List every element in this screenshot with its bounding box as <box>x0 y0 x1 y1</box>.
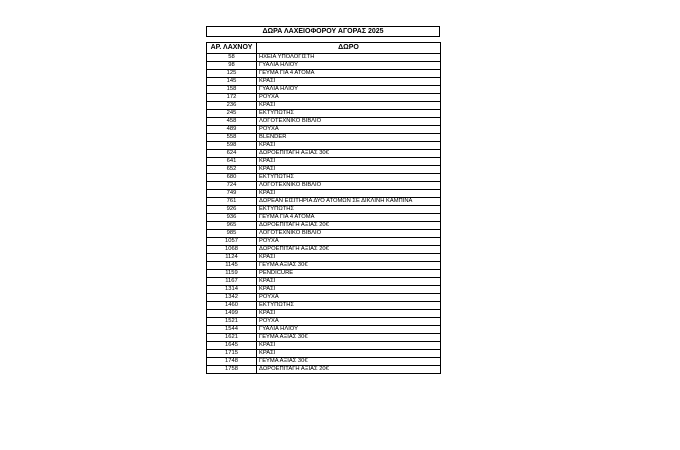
prize-cell: ΚΡΑΣΙ <box>257 350 441 358</box>
ticket-number-cell: 926 <box>207 206 257 214</box>
ticket-number-cell: 125 <box>207 70 257 78</box>
prize-cell: ΓΕΥΜΑ ΓΙΑ 4 ΑΤΟΜΑ <box>257 214 441 222</box>
ticket-number-cell: 680 <box>207 174 257 182</box>
ticket-number-cell: 1499 <box>207 310 257 318</box>
prize-cell: ΓΕΥΜΑ ΓΙΑ 4 ΑΤΟΜΑ <box>257 70 441 78</box>
prize-cell: ΗΧΕΙΑ ΥΠΟΛΟΓΙΣΤΗ <box>257 54 441 62</box>
prize-cell: ΛΟΓΟΤΕΧΝΙΚΟ ΒΙΒΛΙΟ <box>257 182 441 190</box>
prize-cell: ΔΩΡΕΑΝ ΕΙΣΙΤΗΡΙΑ ΔΥΟ ΑΤΟΜΩΝ ΣΕ ΔΙΚΛΙΝΗ ΚΑΜΠΙΝΑ <box>257 198 441 206</box>
ticket-number-cell: 936 <box>207 214 257 222</box>
ticket-number-cell: 624 <box>207 150 257 158</box>
ticket-number-cell: 1124 <box>207 254 257 262</box>
table-row <box>207 206 441 214</box>
header-prize: ΔΩΡΟ <box>257 43 441 54</box>
table-row <box>207 254 441 262</box>
ticket-number-cell: 749 <box>207 190 257 198</box>
table-row <box>207 134 441 142</box>
ticket-number-cell: 1521 <box>207 318 257 326</box>
ticket-number-cell: 1460 <box>207 302 257 310</box>
prize-cell: ΡΟΥΧΑ <box>257 318 441 326</box>
ticket-number-cell: 145 <box>207 78 257 86</box>
prize-cell: ΕΚΤΥΠΩΤΗΣ <box>257 302 441 310</box>
prize-cell: ΚΡΑΣΙ <box>257 278 441 286</box>
prize-cell: ΓΕΥΜΑ ΑΞΙΑΣ 30€ <box>257 262 441 270</box>
table-row <box>207 302 441 310</box>
table-row <box>207 238 441 246</box>
ticket-number-cell: 1748 <box>207 358 257 366</box>
prize-cell: ΚΡΑΣΙ <box>257 286 441 294</box>
prize-cell: ΕΚΤΥΠΩΤΗΣ <box>257 206 441 214</box>
table-row <box>207 182 441 190</box>
prize-cell: ΚΡΑΣΙ <box>257 142 441 150</box>
table-row <box>207 278 441 286</box>
table-row <box>207 222 441 230</box>
ticket-number-cell: 965 <box>207 222 257 230</box>
prize-cell: ΡΟΥΧΑ <box>257 126 441 134</box>
table-row <box>207 198 441 206</box>
table-row <box>207 150 441 158</box>
table-row <box>207 118 441 126</box>
table-row <box>207 110 441 118</box>
prize-cell: ΡΟΥΧΑ <box>257 94 441 102</box>
prize-cell: ΚΡΑΣΙ <box>257 190 441 198</box>
prize-cell: ΚΡΑΣΙ <box>257 342 441 350</box>
ticket-number-cell: 158 <box>207 86 257 94</box>
table-row <box>207 334 441 342</box>
prize-cell: ΚΡΑΣΙ <box>257 166 441 174</box>
ticket-number-cell: 1342 <box>207 294 257 302</box>
prize-cell: ΚΡΑΣΙ <box>257 102 441 110</box>
ticket-number-cell: 98 <box>207 62 257 70</box>
prize-cell: ΔΩΡΟΕΠΙΤΑΓΗ ΑΞΙΑΣ 20€ <box>257 222 441 230</box>
table-row <box>207 78 441 86</box>
prize-cell: ΔΩΡΟΕΠΙΤΑΓΗ ΑΞΙΑΣ 20€ <box>257 366 441 374</box>
ticket-number-cell: 1057 <box>207 238 257 246</box>
prize-cell: ΛΟΓΟΤΕΧΝΙΚΟ ΒΙΒΛΙΟ <box>257 118 441 126</box>
ticket-number-cell: 58 <box>207 54 257 62</box>
ticket-number-cell: 489 <box>207 126 257 134</box>
prize-cell: ΕΚΤΥΠΩΤΗΣ <box>257 110 441 118</box>
prize-cell: ΓΥΑΛΙΑ ΗΛΙΟΥ <box>257 86 441 94</box>
header-ticket-number: ΑΡ. ΛΑΧΝΟΥ <box>207 43 257 54</box>
ticket-number-cell: 1167 <box>207 278 257 286</box>
table-row <box>207 190 441 198</box>
table-body <box>207 54 441 374</box>
table-row <box>207 70 441 78</box>
ticket-number-cell: 1159 <box>207 270 257 278</box>
ticket-number-cell: 724 <box>207 182 257 190</box>
table-row <box>207 318 441 326</box>
table-header-row <box>207 43 441 54</box>
ticket-number-cell: 172 <box>207 94 257 102</box>
ticket-number-cell: 598 <box>207 142 257 150</box>
table-row <box>207 246 441 254</box>
ticket-number-cell: 985 <box>207 230 257 238</box>
table-row <box>207 142 441 150</box>
prize-cell: BLENDER <box>257 134 441 142</box>
ticket-number-cell: 558 <box>207 134 257 142</box>
prize-cell: ΕΚΤΥΠΩΤΗΣ <box>257 174 441 182</box>
prize-cell: ΓΥΑΛΙΑ ΗΛΙΟΥ <box>257 62 441 70</box>
table-row <box>207 358 441 366</box>
table-row <box>207 294 441 302</box>
prize-cell: ΚΡΑΣΙ <box>257 78 441 86</box>
table-row <box>207 286 441 294</box>
table-row <box>207 270 441 278</box>
ticket-number-cell: 1758 <box>207 366 257 374</box>
prize-cell: ΓΕΥΜΑ ΑΞΙΑΣ 30€ <box>257 334 441 342</box>
prize-cell: ΓΥΑΛΙΑ ΗΛΙΟΥ <box>257 326 441 334</box>
table-row <box>207 230 441 238</box>
prize-cell: ΔΩΡΟΕΠΙΤΑΓΗ ΑΞΙΑΣ 30€ <box>257 150 441 158</box>
ticket-number-cell: 652 <box>207 166 257 174</box>
table-row <box>207 342 441 350</box>
table-row <box>207 326 441 334</box>
prize-cell: ΔΩΡΟΕΠΙΤΑΓΗ ΑΞΙΑΣ 20€ <box>257 246 441 254</box>
prize-cell: ΚΡΑΣΙ <box>257 158 441 166</box>
table-row <box>207 86 441 94</box>
ticket-number-cell: 1645 <box>207 342 257 350</box>
table-row <box>207 54 441 62</box>
prize-cell: ΡΟΥΧΑ <box>257 294 441 302</box>
table-row <box>207 310 441 318</box>
table-row <box>207 62 441 70</box>
table-row <box>207 174 441 182</box>
table-row <box>207 366 441 374</box>
ticket-number-cell: 236 <box>207 102 257 110</box>
prize-cell: PENDICURE <box>257 270 441 278</box>
ticket-number-cell: 245 <box>207 110 257 118</box>
ticket-number-cell: 1621 <box>207 334 257 342</box>
prize-table <box>206 42 441 374</box>
table-row <box>207 166 441 174</box>
page-title: ΔΩΡΑ ΛΑΧΕΙΟΦΟΡΟΥ ΑΓΟΡΑΣ 2025 <box>206 26 440 37</box>
ticket-number-cell: 1715 <box>207 350 257 358</box>
table-row <box>207 262 441 270</box>
ticket-number-cell: 1314 <box>207 286 257 294</box>
table-row <box>207 158 441 166</box>
ticket-number-cell: 458 <box>207 118 257 126</box>
table-row <box>207 102 441 110</box>
ticket-number-cell: 761 <box>207 198 257 206</box>
prize-cell: ΚΡΑΣΙ <box>257 254 441 262</box>
table-row <box>207 350 441 358</box>
ticket-number-cell: 1145 <box>207 262 257 270</box>
table-row <box>207 214 441 222</box>
ticket-number-cell: 1544 <box>207 326 257 334</box>
ticket-number-cell: 1068 <box>207 246 257 254</box>
table-row <box>207 126 441 134</box>
table-row <box>207 94 441 102</box>
prize-cell: ΡΟΥΧΑ <box>257 238 441 246</box>
ticket-number-cell: 641 <box>207 158 257 166</box>
prize-cell: ΓΕΥΜΑ ΑΞΙΑΣ 30€ <box>257 358 441 366</box>
prize-cell: ΚΡΑΣΙ <box>257 310 441 318</box>
prize-cell: ΛΟΓΟΤΕΧΝΙΚΟ ΒΙΒΛΙΟ <box>257 230 441 238</box>
